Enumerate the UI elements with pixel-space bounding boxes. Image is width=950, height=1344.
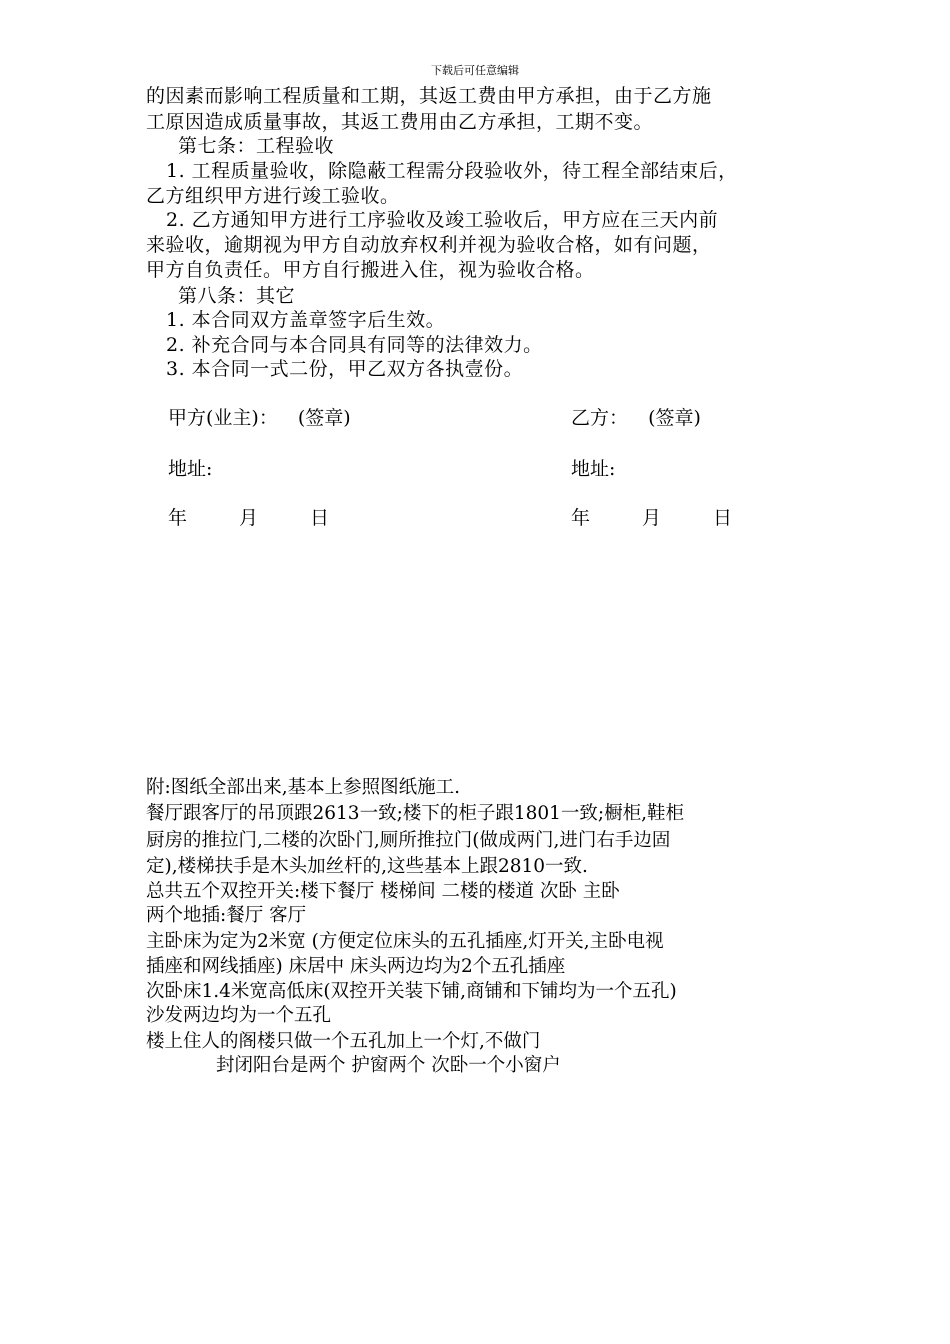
party-b-address: 地址: (571, 458, 616, 480)
appendix-line: 厨房的推拉门,二楼的次卧门,厕所推拉门(做成两门,进门右手边固 (146, 830, 671, 851)
party-b-label: 乙方： (571, 407, 629, 429)
date-year: 年 (168, 507, 188, 529)
date-day: 日 (713, 507, 733, 529)
party-a-seal: (签章) (297, 407, 351, 429)
contract-line: 1. 工程质量验收，除隐蔽工程需分段验收外，待工程全部结束后， (166, 160, 738, 182)
appendix-line: 封闭阳台是两个 护窗两个 次卧一个小窗户 (216, 1055, 561, 1076)
party-a-label: 甲方(业主)： (168, 407, 278, 429)
appendix-line: 附:图纸全部出来,基本上参照图纸施工. (146, 777, 460, 798)
appendix-line: 总共五个双控开关:楼下餐厅 楼梯间 二楼的楼道 次卧 主卧 (146, 881, 620, 902)
appendix-line: 楼上住人的阁楼只做一个五孔加上一个灯,不做门 (146, 1031, 541, 1052)
date-year: 年 (571, 507, 591, 529)
appendix-line: 定),楼梯扶手是木头加丝杆的,这些基本上跟2810一致. (146, 856, 588, 877)
appendix-line: 餐厅跟客厅的吊顶跟2613一致;楼下的柜子跟1801一致;橱柜,鞋柜 (146, 803, 685, 824)
contract-line: 乙方组织甲方进行竣工验收。 (146, 185, 400, 207)
contract-line: 2. 补充合同与本合同具有同等的法律效力。 (166, 334, 543, 356)
appendix-line: 主卧床为定为2米宽 (方便定位床头的五孔插座,灯开关,主卧电视 (146, 931, 664, 952)
contract-line: 的因素而影响工程质量和工期，其返工费由甲方承担，由于乙方施 (146, 85, 712, 107)
party-b-signature (571, 406, 701, 430)
contract-line: 工原因造成质量事故，其返工费用由乙方承担，工期不变。 (146, 111, 654, 133)
article-7-heading: 第七条：工程验收 (178, 135, 335, 157)
appendix-line: 沙发两边均为一个五孔 (146, 1005, 332, 1026)
contract-line: 1. 本合同双方盖章签字后生效。 (166, 309, 446, 331)
contract-line: 3. 本合同一式二份，甲乙双方各执壹份。 (166, 358, 524, 380)
date-day: 日 (310, 507, 330, 529)
party-b-date (571, 506, 732, 530)
party-a-address: 地址: (168, 458, 213, 480)
contract-line: 来验收，逾期视为甲方自动放弃权利并视为验收合格，如有问题， (146, 234, 712, 256)
contract-line: 2. 乙方通知甲方进行工序验收及竣工验收后，甲方应在三天内前 (166, 209, 719, 231)
article-8-heading: 第八条：其它 (178, 285, 296, 307)
appendix-line: 插座和网线插座) 床居中 床头两边均为2个五孔插座 (146, 956, 566, 977)
appendix-line: 两个地插:餐厅 客厅 (146, 905, 307, 926)
page-header: 下载后可任意编辑 (431, 64, 519, 77)
party-a-date (168, 506, 329, 530)
party-b-seal: (签章) (648, 407, 701, 429)
contract-line: 甲方自负责任。甲方自行搬进入住，视为验收合格。 (146, 259, 595, 281)
date-month: 月 (239, 507, 259, 529)
date-month: 月 (642, 507, 662, 529)
party-a-signature (168, 406, 351, 430)
appendix-line: 次卧床1.4米宽高低床(双控开关装下铺,商铺和下铺均为一个五孔) (146, 981, 677, 1002)
